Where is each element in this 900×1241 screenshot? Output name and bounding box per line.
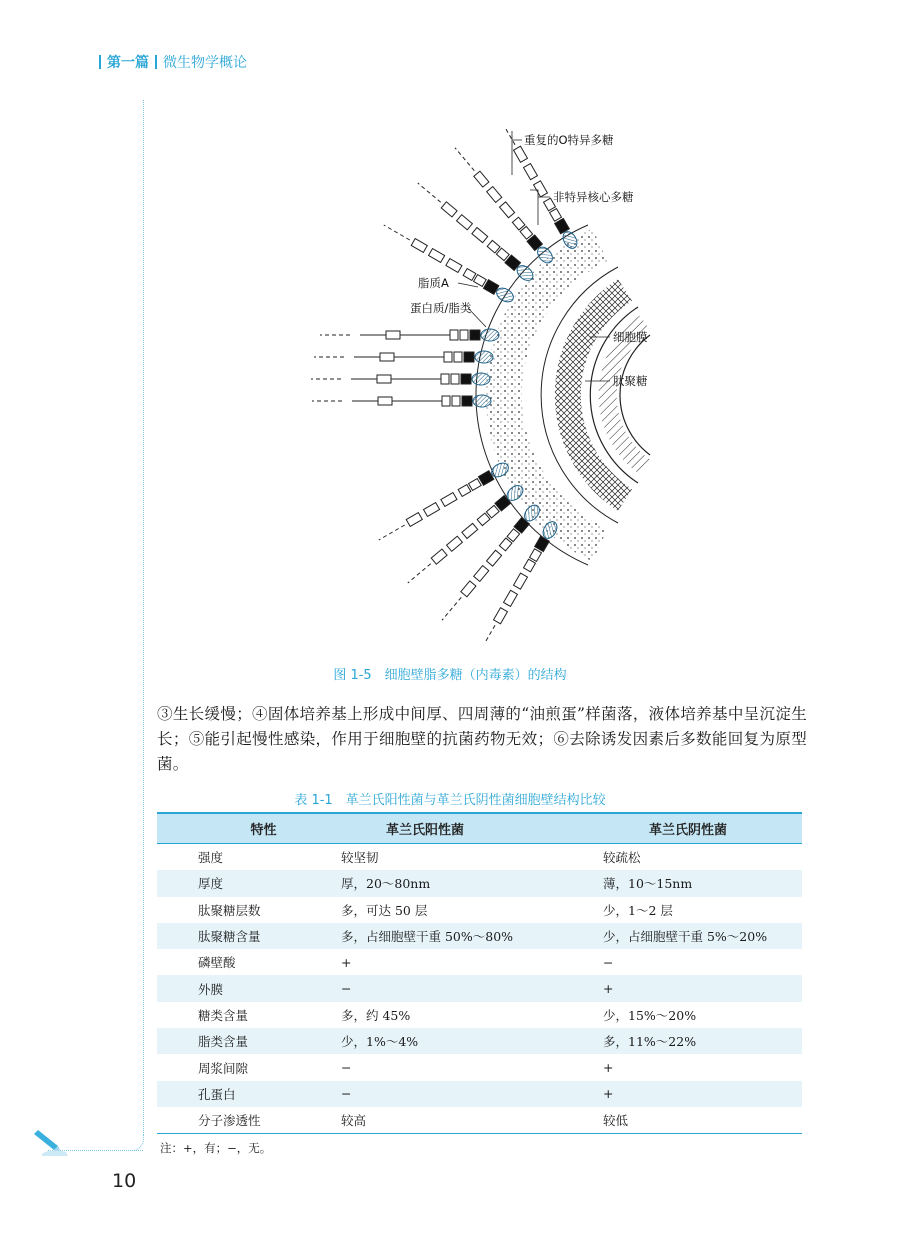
figure-caption: 图 1-5 细胞壁脂多糖（内毒素）的结构 <box>333 668 567 683</box>
cell-property: 脂类含量 <box>198 1034 249 1050</box>
comparison-table <box>157 812 802 1134</box>
header-property: 特性 <box>250 823 277 838</box>
table-row <box>157 1054 802 1080</box>
cell-gram-negative: 薄，10～15nm <box>603 876 693 892</box>
header-chapter: 微生物学概论 <box>163 55 247 71</box>
cell-gram-positive: 少，1%～4% <box>341 1034 419 1050</box>
cell-property: 厚度 <box>198 876 224 892</box>
cell-gram-positive: − <box>341 1086 352 1102</box>
table-row <box>157 923 802 949</box>
header-part: 第一篇 <box>107 55 149 71</box>
label-lipid-a: 脂质A <box>418 276 449 290</box>
cell-gram-negative: 少，占细胞壁干重 5%～20% <box>603 929 768 945</box>
table-row <box>157 897 802 923</box>
lps-chains <box>311 124 580 645</box>
cell-gram-positive: + <box>341 954 352 970</box>
header-gram-positive: 革兰氏阳性菌 <box>386 823 465 838</box>
cell-property: 糖类含量 <box>198 1007 249 1023</box>
cell-property: 孔蛋白 <box>198 1086 236 1102</box>
table-row <box>157 1002 802 1028</box>
cell-gram-positive: 多，占细胞壁干重 50%～80% <box>341 929 514 945</box>
header-bar-mid <box>155 55 157 69</box>
table-caption: 表 1-1 革兰氏阳性菌与革兰氏阴性菌细胞壁结构比较 <box>294 793 606 808</box>
cell-gram-negative: 少，1～2 层 <box>603 902 673 918</box>
label-o-antigen: 重复的O特异多糖 <box>524 133 614 147</box>
cell-gram-negative: 较低 <box>603 1113 629 1129</box>
table-header-row <box>157 813 802 844</box>
label-core-polysaccharide: 非特异核心多糖 <box>553 190 634 204</box>
cell-gram-positive: − <box>341 1060 352 1076</box>
running-header <box>93 52 247 72</box>
table-row <box>157 1081 802 1107</box>
cell-property: 分子渗透性 <box>198 1113 261 1129</box>
header-gram-negative: 革兰氏阴性菌 <box>649 823 728 838</box>
cell-property: 肽聚糖含量 <box>198 929 261 945</box>
label-peptidoglycan: 肽聚糖 <box>613 374 648 388</box>
cell-property: 肽聚糖层数 <box>198 902 261 918</box>
table-row <box>157 1107 802 1134</box>
lps-structure-figure <box>300 95 660 655</box>
table-row <box>157 844 802 871</box>
table-row <box>157 870 802 896</box>
label-cell-membrane: 细胞膜 <box>613 330 648 344</box>
cell-gram-positive: 较坚韧 <box>341 850 379 866</box>
cell-gram-positive: 厚，20～80nm <box>341 876 431 892</box>
margin-dotted-line <box>143 100 144 1135</box>
header-bar-left <box>99 55 101 69</box>
cell-gram-positive: 多，约 45% <box>341 1007 411 1023</box>
cell-gram-negative: + <box>603 981 614 997</box>
cell-property: 周浆间隙 <box>198 1060 249 1076</box>
label-protein-lipid: 蛋白质/脂类 <box>410 301 472 315</box>
table-note: 注：+，有；−，无。 <box>160 1141 272 1155</box>
table-row <box>157 949 802 975</box>
cell-gram-negative: 多，11%～22% <box>603 1034 697 1050</box>
cell-gram-negative: 少，15%～20% <box>603 1007 697 1023</box>
cell-property: 强度 <box>198 850 224 866</box>
cell-property: 磷壁酸 <box>198 955 236 971</box>
margin-dotted-corner <box>130 1135 144 1151</box>
cell-gram-negative: − <box>603 954 614 970</box>
cell-property: 外膜 <box>198 981 224 997</box>
pen-icon <box>28 1128 74 1158</box>
cell-gram-negative: + <box>603 1060 614 1076</box>
body-paragraph: ③生长缓慢；④固体培养基上形成中间厚、四周薄的“油煎蛋”样菌落，液体培养基中呈沉淀生长；⑤能引起慢性感染，作用于细胞壁的抗菌药物无效；⑥去除诱发因素后多数能回复为原型菌。 <box>157 705 807 773</box>
cell-gram-negative: + <box>603 1086 614 1102</box>
cell-gram-positive: 多，可达 50 层 <box>341 902 428 918</box>
cell-wall-layers <box>476 225 650 565</box>
table-row <box>157 975 802 1001</box>
page-number: 10 <box>112 1170 137 1192</box>
cell-gram-positive: − <box>341 981 352 997</box>
table-row <box>157 1028 802 1054</box>
cell-gram-positive: 较高 <box>341 1113 367 1129</box>
cell-gram-negative: 较疏松 <box>603 850 641 866</box>
